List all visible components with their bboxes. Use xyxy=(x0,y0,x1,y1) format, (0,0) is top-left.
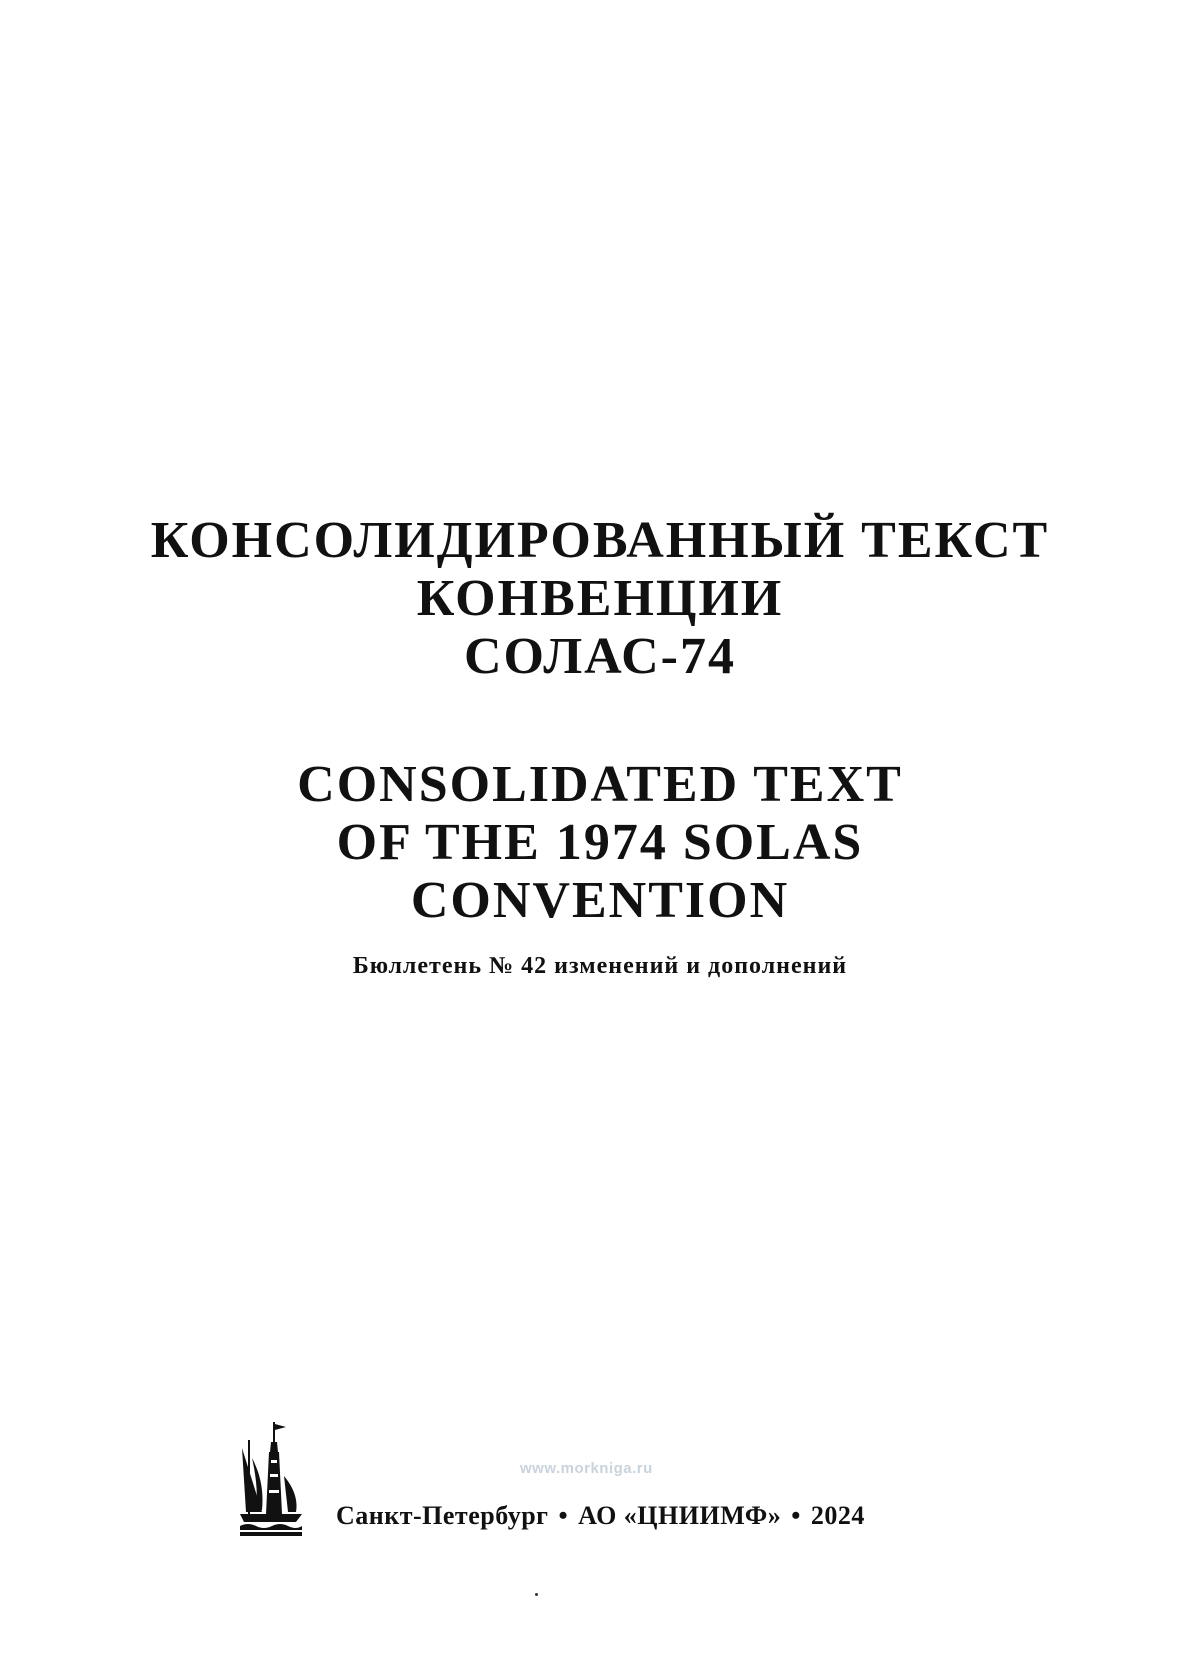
imprint-line xyxy=(336,1500,865,1532)
title-english xyxy=(0,756,1200,930)
imprint-publisher: АО «ЦНИИМФ» xyxy=(578,1501,782,1530)
title-en-line-1: CONSOLIDATED TEXT xyxy=(297,756,903,813)
title-ru-line-2: КОНВЕНЦИИ xyxy=(416,570,784,627)
title-ru-line-1: КОНСОЛИДИРОВАННЫЙ ТЕКСТ xyxy=(150,512,1050,569)
imprint-year: 2024 xyxy=(810,1501,865,1530)
stray-dot xyxy=(535,1593,538,1596)
publisher-logo-icon xyxy=(240,1418,302,1536)
title-en-line-2: OF THE 1974 SOLAS xyxy=(336,814,864,871)
bulletin-subtitle: Бюллетень № 42 изменений и дополнений xyxy=(352,953,848,979)
imprint-separator: • xyxy=(558,1501,569,1530)
title-ru-line-3: СОЛАС-74 xyxy=(464,628,736,685)
imprint-separator: • xyxy=(791,1501,801,1530)
watermark-text: www.morkniga.ru xyxy=(520,1460,653,1477)
imprint-city: Санкт-Петербург xyxy=(336,1501,549,1530)
title-russian xyxy=(0,512,1200,686)
title-en-line-3: CONVENTION xyxy=(410,872,790,929)
